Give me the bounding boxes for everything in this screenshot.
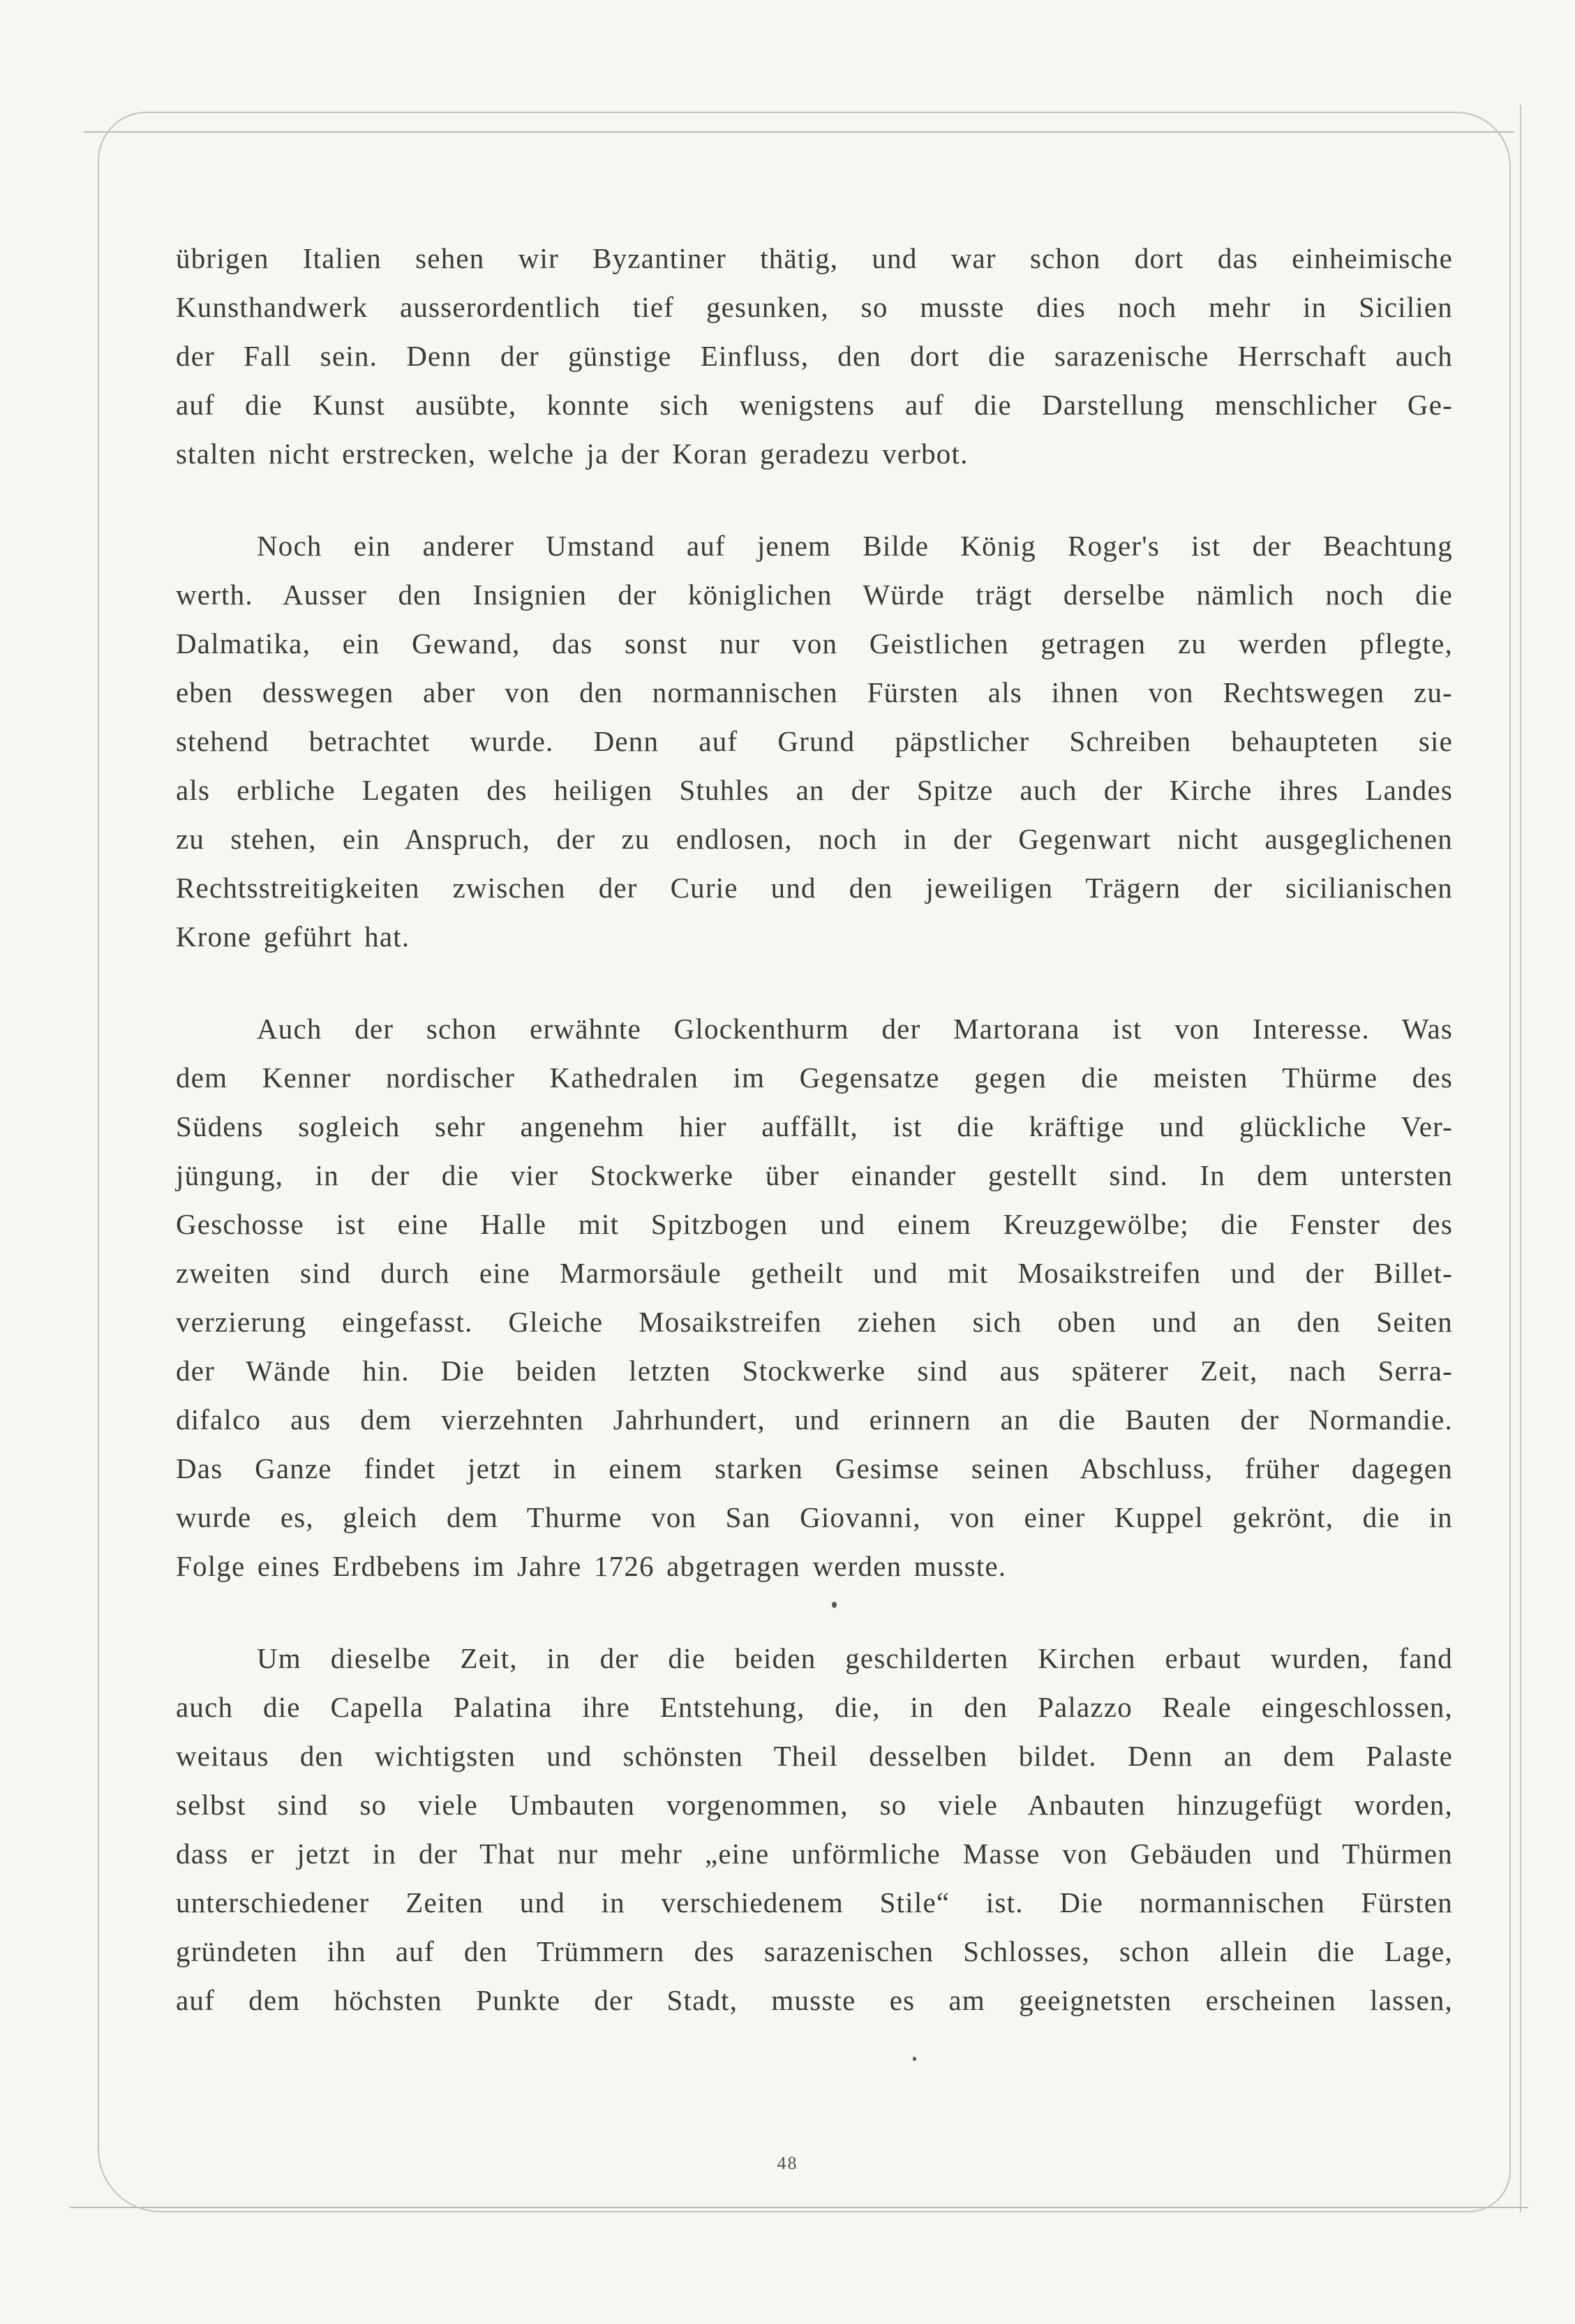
text-line: Rechtsstreitigkeiten zwischen der Curie und den jeweiligen Trägern der sicilianischen: [176, 872, 1453, 904]
paragraph-3: [176, 1004, 1453, 1591]
text-line: stalten nicht erstrecken, welche ja der Koran geradezu verbot.: [176, 438, 969, 470]
paragraph-1: [176, 234, 1453, 478]
text-line: zweiten sind durch eine Marmorsäule getheilt und mit Mosaikstreifen und der Billet-: [176, 1257, 1453, 1289]
text-line: Kunsthandwerk ausserordentlich tief gesunken, so musste dies noch mehr in Sicilien: [176, 291, 1453, 323]
text-line: auf dem höchsten Punkte der Stadt, musste es am geeignetsten erscheinen lassen,: [176, 1984, 1453, 2016]
text-line: verzierung eingefasst. Gleiche Mosaikstreifen ziehen sich oben und an den Seiten: [176, 1306, 1453, 1338]
text-line: Auch der schon erwähnte Glockenthurm der Martorana ist von Interesse. Was: [257, 1013, 1453, 1045]
text-line: Südens sogleich sehr angenehm hier auffällt, ist die kräftige und glückliche Ver-: [176, 1110, 1453, 1142]
page-number: 48: [777, 2153, 798, 2173]
text-line: Um dieselbe Zeit, in der die beiden geschilderten Kirchen erbaut wurden, fand: [257, 1642, 1453, 1674]
text-line: dass er jetzt in der That nur mehr „eine unförmliche Masse von Gebäuden und Thürmen: [176, 1838, 1453, 1870]
text-line: eben desswegen aber von den normannischen Fürsten als ihnen von Rechtswegen zu-: [176, 676, 1453, 708]
text-line: werth. Ausser den Insignien der königlichen Würde trägt derselbe nämlich noch die: [176, 579, 1453, 611]
text-line: Dalmatika, ein Gewand, das sonst nur von Geistlichen getragen zu werden pflegte,: [176, 627, 1453, 660]
paragraph-4: [176, 1634, 1453, 2025]
text-line: Noch ein anderer Umstand auf jenem Bilde König Roger's ist der Beachtung: [257, 530, 1453, 562]
body-text: [176, 234, 1453, 2025]
text-line: stehend betrachtet wurde. Denn auf Grund päpstlicher Schreiben behaupteten sie: [176, 725, 1453, 757]
paragraph-2: [176, 521, 1453, 961]
text-line: der Wände hin. Die beiden letzten Stockwerke sind aus späterer Zeit, nach Serra-: [176, 1355, 1453, 1387]
text-line: auch die Capella Palatina ihre Entstehung, die, in den Palazzo Reale eingeschlossen,: [176, 1691, 1453, 1723]
print-speck: [832, 1602, 837, 1608]
text-line: zu stehen, ein Anspruch, der zu endlosen, noch in der Gegenwart nicht ausgeglichenen: [176, 823, 1453, 855]
text-line: wurde es, gleich dem Thurme von San Giovanni, von einer Kuppel gekrönt, die in: [176, 1501, 1453, 1533]
right-rule: [1520, 105, 1521, 2212]
text-line: difalco aus dem vierzehnten Jahrhundert, und erinnern an die Bauten der Normandie.: [176, 1403, 1453, 1436]
text-line: Folge eines Erdbebens im Jahre 1726 abgetragen werden musste.: [176, 1550, 1007, 1582]
text-line: jüngung, in der die vier Stockwerke über einander gestellt sind. In dem untersten: [176, 1159, 1453, 1191]
text-line: Das Ganze findet jetzt in einem starken Gesimse seinen Abschluss, früher dagegen: [176, 1452, 1453, 1484]
text-line: gründeten ihn auf den Trümmern des sarazenischen Schlosses, schon allein die Lage,: [176, 1935, 1453, 1967]
text-line: als erbliche Legaten des heiligen Stuhles an der Spitze auch der Kirche ihres Landes: [176, 774, 1453, 806]
text-line: Geschosse ist eine Halle mit Spitzbogen und einem Kreuzgewölbe; die Fenster des: [176, 1208, 1453, 1240]
text-line: unterschiedener Zeiten und in verschiedenem Stile“ ist. Die normannischen Fürsten: [176, 1886, 1453, 1919]
text-line: dem Kenner nordischer Kathedralen im Gegensatze gegen die meisten Thürme des: [176, 1062, 1453, 1094]
text-line: auf die Kunst ausübte, konnte sich wenigstens auf die Darstellung menschlicher Ge-: [176, 389, 1453, 421]
print-speck: [913, 2057, 916, 2061]
text-line: Krone geführt hat.: [176, 921, 410, 953]
text-line: selbst sind so viele Umbauten vorgenommen, so viele Anbauten hinzugefügt worden,: [176, 1789, 1453, 1821]
text-line: übrigen Italien sehen wir Byzantiner thätig, und war schon dort das einheimische: [176, 242, 1453, 274]
text-line: weitaus den wichtigsten und schönsten Theil desselben bildet. Denn an dem Palaste: [176, 1740, 1453, 1772]
text-line: der Fall sein. Denn der günstige Einfluss, den dort die sarazenische Herrschaft auch: [176, 340, 1453, 372]
